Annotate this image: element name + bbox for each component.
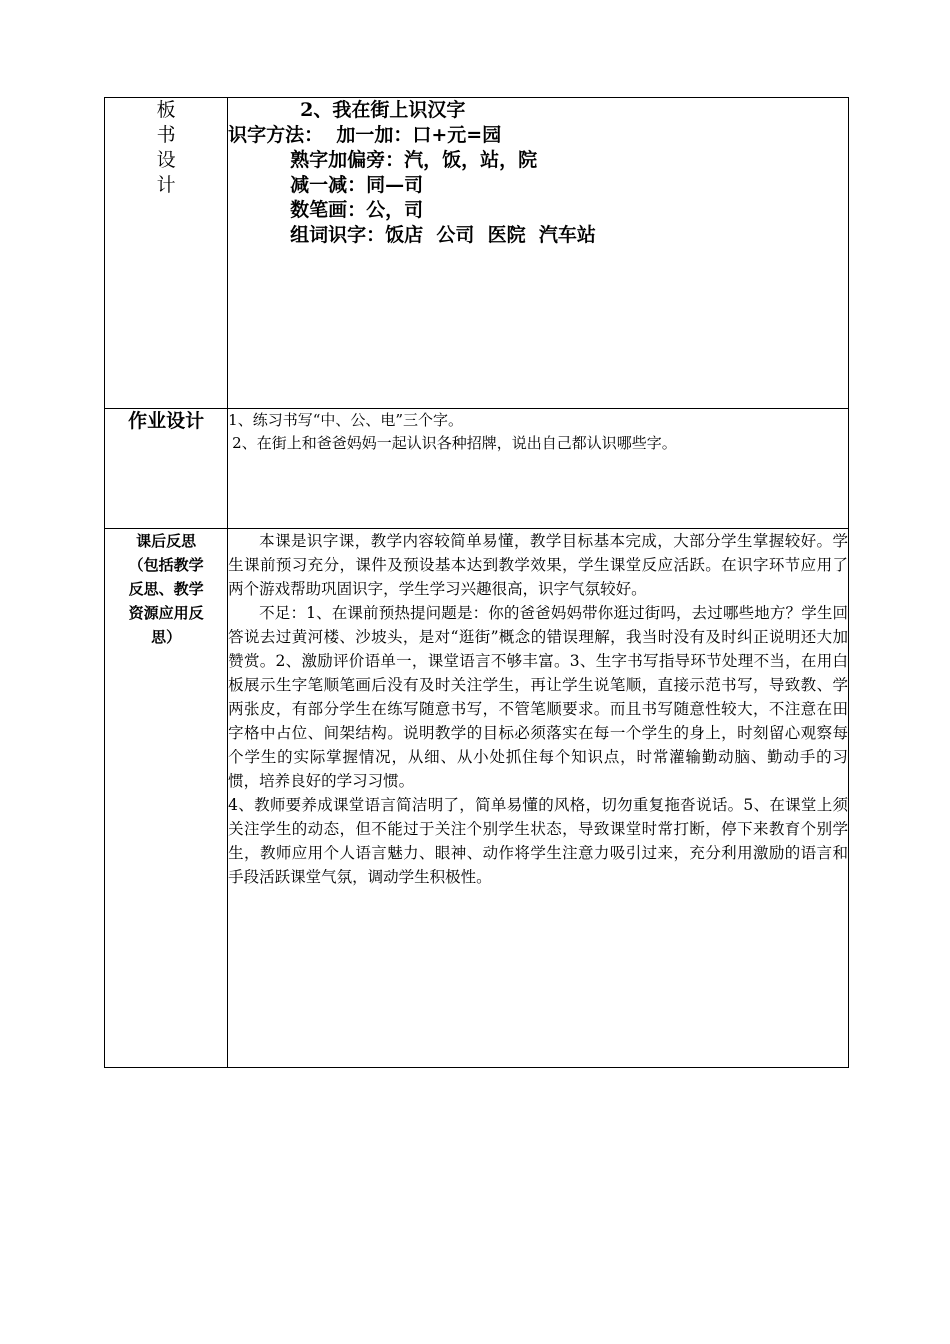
board-design-content xyxy=(228,98,849,409)
board-line: 数笔画：公，司 xyxy=(290,199,424,221)
board-label-char: 板 xyxy=(156,99,176,121)
board-design-label xyxy=(105,98,228,409)
reflection-label-line: 反思、教学 xyxy=(128,580,204,598)
homework-content xyxy=(228,409,849,529)
reflection-label-line: 资源应用反 xyxy=(128,604,204,622)
board-line: 减一减：同—司 xyxy=(290,174,424,196)
lesson-plan-table xyxy=(104,97,849,1068)
reflection-label-line: 课后反思 xyxy=(136,532,197,550)
board-line: 熟字加偏旁：汽，饭，站，院 xyxy=(290,149,538,171)
board-line: 组词识字：饭店 公司 医院 汽车站 xyxy=(290,224,596,246)
homework-label: 作业设计 xyxy=(105,409,228,529)
board-line: 识字方法： 加一加：口+元=园 xyxy=(228,124,502,146)
reflection-row xyxy=(105,529,849,1068)
reflection-label-line: （包括教学 xyxy=(128,556,204,574)
reflection-label xyxy=(105,529,228,1068)
reflection-content xyxy=(228,529,849,1068)
board-label-char: 设 xyxy=(156,149,176,171)
homework-item: 1、练习书写“中、公、电”三个字。 xyxy=(228,411,464,429)
board-label-char: 书 xyxy=(156,124,176,146)
board-design-row xyxy=(105,98,849,409)
reflection-paragraph: 不足：1、在课前预热提问题是：你的爸爸妈妈带你逛过街吗，去过哪些地方？学生回答说去过黄河楼、沙坡头，是对“逛街”概念的错误理解，我当时没有及时纠正说明还大加赞赏。2、激励评价语单一，课堂语言不够丰富。3、生字书写指导环节处理不当，在用白板展示生字笔顺笔画后没有及时关注学生，再让学生说笔顺，直接示范书写，导致教、学两张皮，有部分学生在练写随意书写，不管笔顺要求。而且书写随意性较大，不注意在田字格中占位、间架结构。说明教学的目标必须落实在每一个学生的身上，时刻留心观察每个学生的实际掌握情况，从细、从小处抓住每个知识点，时常灌输勤动脑、勤动手的习惯，培养良好的学习习惯。 xyxy=(228,604,848,790)
board-label-char: 计 xyxy=(156,174,176,196)
reflection-paragraph: 本课是识字课，教学内容较简单易懂，教学目标基本完成，大部分学生掌握较好。学生课前预习充分，课件及预设基本达到教学效果，学生课堂反应活跃。在识字环节应用了两个游戏帮助巩固识字，学生学习兴趣很高，识字气氛较好。 xyxy=(228,532,848,598)
homework-row xyxy=(105,409,849,529)
reflection-paragraph: 4、教师要养成课堂语言简洁明了，简单易懂的风格，切勿重复拖沓说话。5、在课堂上须关注学生的动态，但不能过于关注个别学生状态，导致课堂时常打断，停下来教育个别学生，教师应用个人语言魅力、眼神、动作将学生注意力吸引过来，充分利用激励的语言和手段活跃课堂气氛，调动学生积极性。 xyxy=(228,796,848,886)
board-title: 2、我在街上识汉字 xyxy=(300,99,466,121)
homework-item: 2、在街上和爸爸妈妈一起认识各种招牌，说出自己都认识哪些字。 xyxy=(232,434,677,452)
reflection-label-line: 思） xyxy=(151,628,182,646)
